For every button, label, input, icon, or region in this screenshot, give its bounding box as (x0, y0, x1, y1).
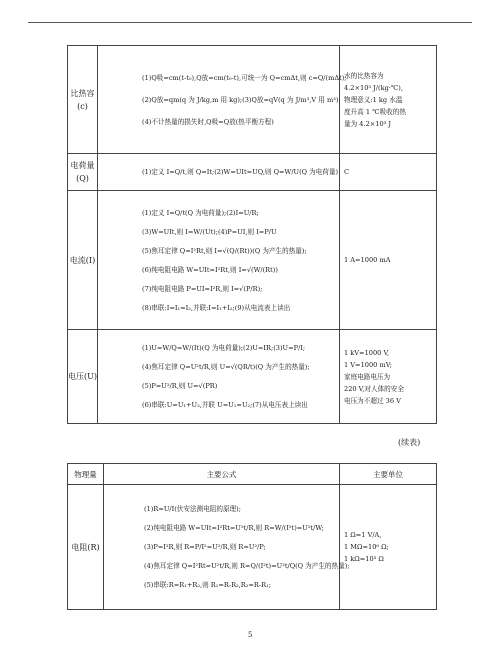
quantity-symbol: (Q) (76, 174, 89, 183)
formula-line: (1)U=W/Q=W/(It)(Q 为电荷量);(2)U=IR;(3)U=P/I; (142, 344, 306, 352)
header-rule (28, 22, 472, 23)
column-header-quantity: 物理量 (68, 464, 104, 485)
quantity-cell (68, 46, 98, 154)
formula-line: (3)W=UIt,则 I=W/(Ut);(4)P=UI,则 I=P/U (142, 227, 277, 236)
formula-table-1 (67, 45, 437, 424)
table-row (68, 485, 437, 610)
quantity-name: 电阻(R) (71, 542, 100, 552)
formula-cell (98, 330, 340, 424)
page-number: 5 (248, 631, 253, 639)
formula-line: (8)串联:I=I₁=I₂,并联:I=I₁+I₂;(9)从电流表上读出 (142, 303, 291, 312)
formula-line: (6)串联:U=U₁+U₂,并联 U=U₁=U₂;(7)从电压表上读出 (142, 401, 308, 409)
formula-cell (98, 46, 347, 154)
formula-line: (7)纯电阻电路 P=UI=I²R,则 I=√(P/R); (142, 284, 263, 293)
formula-line: (1)定义 I=Q/t(Q 为电荷量);(2)I=U/R; (142, 208, 259, 217)
quantity-cell (68, 485, 104, 610)
unit-line: 4.2×10³ J/(kg·℃), (344, 83, 403, 92)
unit-line: 220 V,对人体的安全 (344, 384, 404, 393)
quantity-name: 电流(I) (69, 255, 96, 265)
formula-line: (2)纯电阻电路 W=UIt=I²Rt=U²t/R,则 R=W/(I²t)=U²t/W; (144, 524, 324, 532)
quantity-name: 电荷量 (70, 161, 95, 170)
unit-cell (340, 154, 437, 191)
formula-cell (98, 191, 340, 330)
unit-cell (340, 46, 437, 154)
table-header-row (68, 464, 437, 485)
formula-table-2 (67, 463, 437, 610)
formula-line: (1)R=U/I(伏安法测电阻的原理); (144, 505, 241, 513)
unit-line: 1 V=1000 mV; (344, 360, 393, 369)
formula-cell (104, 485, 350, 610)
quantity-cell (68, 330, 98, 424)
unit-line: 量为 4.2×10³ J (344, 119, 392, 128)
unit-line: 1 Ω=1 V/A, (344, 531, 382, 539)
unit-line: 物理意义:1 kg 水温 (344, 95, 403, 104)
table-row (68, 46, 437, 154)
formula-line: (2)Q放=qm(q 为 J/kg,m 用 kg);(3)Q放=qV(q 为 J/m³,V 用 m³); (142, 95, 341, 104)
unit-line: 1 A=1000 mA (344, 256, 391, 264)
column-header-units: 主要单位 (340, 464, 437, 485)
table-row (68, 191, 437, 330)
unit-line: 1 kΩ=10³ Ω (344, 555, 384, 563)
formula-line: (5)焦耳定律 Q=I²Rt,则 I=√(Q/(Rt))(Q 为产生的热量); (142, 246, 307, 255)
formula-line: (4)焦耳定律 Q=U²t/R,则 U=√(QR/t)(Q 为产生的热量); (142, 363, 310, 371)
quantity-cell (68, 191, 98, 330)
formula-cell (98, 154, 340, 191)
unit-cell (340, 191, 437, 330)
unit-line: 家庭电路电压为 (344, 372, 391, 381)
unit-cell (340, 485, 437, 610)
quantity-name: 电压(U) (68, 372, 97, 381)
unit-line: C (344, 168, 350, 176)
formula-line: (3)P=I²R,则 R=P/I²=U²/R,则 R=U²/P; (144, 543, 266, 551)
unit-line: 电压为不超过 36 V (344, 396, 401, 405)
formula-line: (4)焦耳定律 Q=I²Rt=U²t/R,则 R=Q/(I²t)=U²t/Q(Q 为产生的热量); (144, 562, 350, 570)
unit-line: 水的比热容为 (344, 71, 384, 80)
continued-label: (续表) (398, 438, 421, 447)
unit-line: 1 kV=1000 V, (344, 348, 390, 357)
column-header-formulas: 主要公式 (104, 464, 340, 485)
formula-line: (1)Q吸=cm(t-t₀),Q放=cm(t₀-t),可统一为 Q=cmΔt,则 c=Q/(mΔt); (142, 73, 347, 82)
table-row (68, 154, 437, 191)
quantity-name: 比热容 (70, 88, 95, 98)
formula-line: (6)纯电阻电路 W=UIt=I²Rt,则 I=√(W/(Rt)) (142, 265, 278, 274)
formula-line: (5)P=U²/R,则 U=√(PR) (142, 382, 218, 390)
table-row (68, 330, 437, 424)
unit-line: 1 MΩ=10⁶ Ω; (344, 543, 389, 551)
quantity-cell (68, 154, 98, 191)
quantity-symbol: (c) (77, 101, 88, 111)
formula-line: (1)定义 I=Q/t,则 Q=It;(2)W=UIt=UQ,则 Q=W/U(Q 为电荷量) (142, 168, 339, 176)
formula-line: (4)不计热量的损失时,Q吸=Q放(热平衡方程) (142, 117, 274, 126)
unit-line: 度升高 1 ℃吸收的热 (344, 107, 406, 116)
formula-line: (5)串联:R=R₁+R₂,则 R₁=R-R₂,R₂=R-R₁; (144, 581, 271, 589)
unit-cell (340, 330, 437, 424)
